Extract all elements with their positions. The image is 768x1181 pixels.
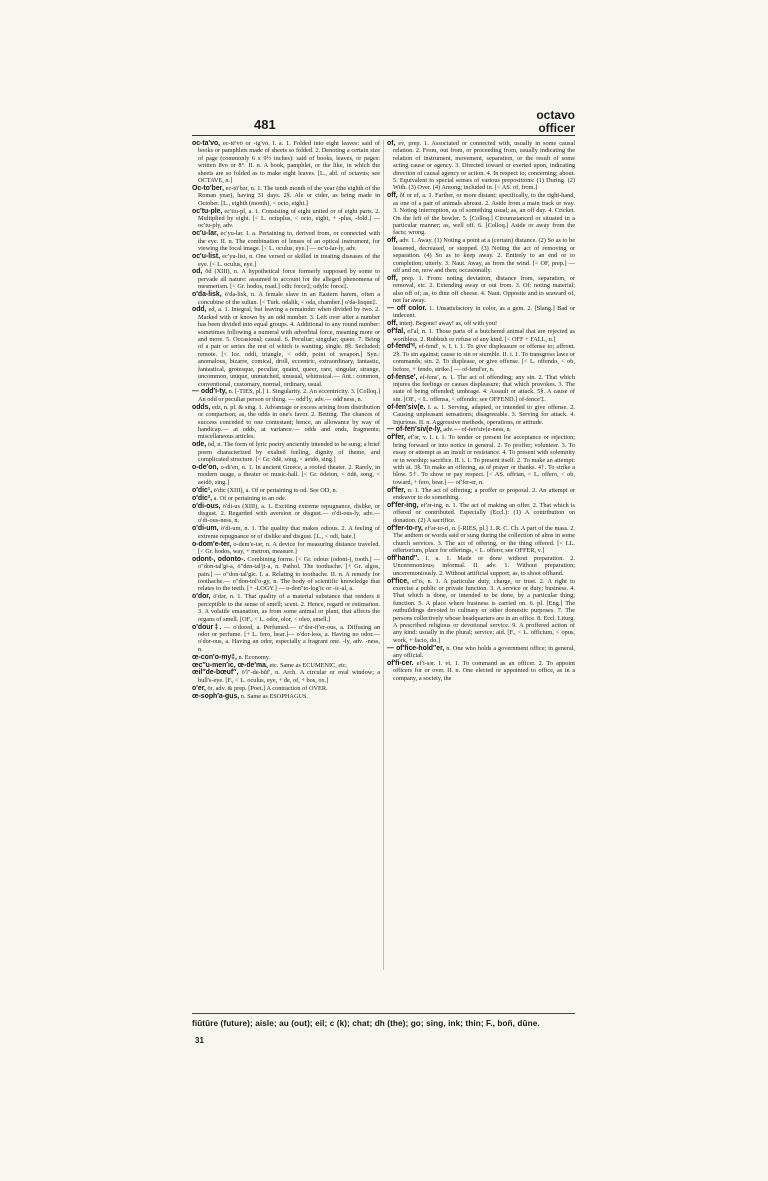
entry-definition: ec′yu-list, n. One versed or skilled in treating diseases of the eye. [< L. oculus, eye.] [198,253,380,268]
entry-headword: œ-soph′a-gus, [192,692,240,700]
entry-definition: adv.— of-fen′siv(e-ness, n. [443,426,512,434]
entry-headword: œ-con′o-my‡, [192,653,237,661]
entry-definition: a. Of or pertaining to an ode. [213,494,287,502]
entry-headword: o′dic¹, [192,486,213,494]
entry-definition: ō′dər, n. 1. That quality of a material substance that renders it perceptible to the sense of smell; scent. 2. Hence, regard or estimation. 3. A volatile emanation, as from some animal or plant, that affects the organs of smell. [OF., < L. odor, olor, < oleo, smell.] [198,593,380,623]
entry-definition: ec-tō′bər, n. 1. The tenth month of the year (the eighth of the Roman year), having 31 days. 2§. Ale or cider, as being made in October. [L., eighth (month), < octo, eight.] [198,184,380,207]
entry-definition: n. Economy. [238,653,271,661]
left-column [192,140,380,970]
guide-words [470,109,575,135]
entry-headword: — of′fice-hold″er, [387,644,445,652]
dictionary-entry [192,525,380,540]
entry-headword: œc″u-men′ic, œ-de′ma, [192,661,268,669]
entry-headword: — off color. [387,304,427,312]
entry-definition: adv. 1. Away. (1) Noting a point at a (certain) distance. (2) So as to be lessened, decreased, or stopped. (3) Noting the act of removing or separation. (4) So as to keep away. 2. Entirely to an end or to completion; utterly. 3. Naut. Away, as from the wind. [< OF, prep.] — off and on, now and then; occasionally. [393,237,575,274]
dictionary-entry [192,441,380,463]
dictionary-entry [387,328,575,343]
dictionary-entry [192,306,380,387]
entry-definition: ef′i-sər. I. vt. 1. To command as an officer. 2. To appoint officers for or over. II. n. One elected or appointed to office, as in a company, a society, the [393,660,575,682]
dictionary-entry [192,503,380,525]
entry-definition: ŏd (XIII), n. A hypothetical force formerly supposed by some to pervade all nature: assumed to account for the alleged phenomena of mesmerism. [< Gr. hodos, road.] odic force‡; odylic force‡. [198,268,380,291]
footer-rule [192,1013,575,1014]
entry-headword: Oc-to′ber, [192,184,224,192]
dictionary-entry [387,525,575,555]
entry-headword: o′dour‡. [192,623,222,631]
entry-headword: oc′u-lar, [192,230,219,238]
entry-definition: n. 1. The act of offering; a proffer or proposal. 2. An attempt or endeavor to do something. [393,486,575,502]
entry-headword: oc-ta′vo, [192,140,221,147]
entry-headword: oc′u-list, [192,253,221,261]
dictionary-columns [192,140,575,970]
dictionary-entry [192,556,380,593]
entry-definition: ō′di-um, n. 1. The quality that makes odious. 2. A feeling of extreme repugnance or of dislike and disgust. [L., < odi, hate.] [198,525,380,540]
entry-definition: ef′ər-to-ri, n. [-RIES, pl.] 1. R. C. Ch. A part of the mass. 2. The anthem or words said or sung during the collection of alms in some church services. 3. The act of offering, or the thing offered. [< LL. offertorium, place for offerings, < L. offero; see OFFER, v.] [393,524,575,554]
entry-definition: I. a. 1. Made or done without preparation. 2. Unceremonious; informal. II. adv. 1. Without preparation; unceremoniously. 2. Without artificial support; as, to shoot offhand. [393,554,575,577]
entry-definition: ö′l″-de-bŭf′, n. Arch. A circular or oval window; a bull's-eye. [F., < L. oculus, eye, + de, of, + bos, ox.] [198,669,380,684]
entry-headword: o′di-um, [192,525,219,533]
dictionary-entry [192,662,380,669]
entry-headword: off, [387,274,398,282]
dictionary-entry [192,693,380,700]
entry-definition: n. One who holds a government office; in general, any official. [393,644,575,660]
entry-headword: off, [387,192,398,200]
dictionary-entry [192,291,380,306]
entry-headword: o-dom′e-ter, [192,540,232,548]
column-divider [383,140,384,970]
pronunciation-key: fiūtūre (future); aisle; au (out); eil; c (k); chat; dh (the); go; sing, ink; thin; F., boñ, dūne. [192,1019,540,1028]
entry-definition: o-di′en, n. 1. In ancient Greece, a roofed theater. 2. Rarely, in modern usage, a theater or music-hall. [< Gr. ōdeion, < ōdē, song, < aeidō, sing.] [198,463,380,486]
dictionary-entry [387,275,575,305]
dictionary-entry [192,624,380,654]
entry-definition: edz, n. pl. & sing. 1. Advantage or excess arising from distribution or comparison; as, the odds in one's favor. 2. Betting. The chances of success conceded to one contestant; hence, an allowance by way of handicap.— at odds, at variance.— odds and ends, fragments; miscellaneous articles. [198,403,380,441]
entry-definition: o-dem′e-tər, n. A device for measuring distance traveled. [< Gr. hodos, way, + metron, measure.] [198,540,380,555]
entry-definition: n. Same as ESOPHAGUS. [240,692,309,700]
entry-definition: ef′ər-ing, n. 1. The act of making an offer. 2. That which is offered or contributed. Especially (Eccl.): (1) A contribution on donation. (2) A sacrifice. [393,502,575,524]
entry-definition: ō′di-us (XIII), a. 1. Exciting extreme repugnance, dislike, or disgust. 2. Regarded with aversion or disgust.— o′di-ous-ly, adv.— o′di-ous-ness, n. [198,502,380,525]
dictionary-entry [387,237,575,274]
entry-headword: o′da-lisk, [192,291,222,299]
dictionary-entry [387,555,575,577]
entry-headword: — of-fen′siv(e-ly, [387,426,442,434]
dictionary-entry [192,685,380,692]
dictionary-entry [387,434,575,486]
entry-headword: o′dic², [192,494,213,502]
entry-definition: ōr, adv. & prep. [Poet.] A contraction of OVER. [207,684,328,692]
entry-headword: o-de′on, [192,463,219,471]
entry-definition: n. [-TIES, pl.] 1. Singularity. 2. An eccentricity. 3. [Colloq.] An odd or peculiar person or thing. — odd′ly, adv.— odd′ness, n. [198,388,380,403]
entry-headword: of′fal, [387,328,406,336]
dictionary-entry [387,645,575,660]
entry-headword: ode, [192,441,207,449]
dictionary-entry [387,374,575,404]
entry-headword: oc′tu-ple, [192,207,223,215]
entry-definition: etc. Same as ECUMENIC, etc. [269,661,348,669]
entry-definition: ō′dic (XIII), a. Of or pertaining to od. See OD, n. [213,486,338,494]
entry-headword: o′dor, [192,593,211,601]
dictionary-entry [192,185,380,207]
entry-definition: ef′al, n. 1. Those parts of a butchered animal that are rejected as worthless. 2. Rubbish or refuse of any kind. [< OFF + FALL, n.] [393,328,575,343]
entry-definition: prep. 1. From: noting deviation, distance from, separation, or removal, etc. 2. Extending away or out from. 3. Of: noting material; also off of; as, to dine off cheese. 4. Naut. Opposite and to seaward of, not far away. [393,274,575,305]
right-column [387,140,575,970]
dictionary-entry [192,388,380,403]
guide-word-bottom: officer [538,121,575,135]
dictionary-entry [387,660,575,682]
dictionary-entry [192,230,380,252]
entry-headword: off, [387,237,398,245]
entry-definition: ef-fend′, v. I. t. 1. To give displeasure or offense to; affront. 2§. To sin against; cause to sin or stumble. II. i. 1. To transgress laws or commands; sin. 2. To displease, or give offense. [< L. offendo, < ob, before, + fendo, strike.] — of-fend′er, n. [393,343,575,373]
entry-headword: of′fer-ing, [387,502,419,509]
dictionary-entry [192,268,380,290]
entry-definition: ef-fens′, n. 1. The act of offending; any sin. 2. That which injures the feelings or causes displeasure; that which provokes. 3. The state of being offended; umbrage. 4. Assault or attack. 5§. A cause of sin. [OF., < L. offensa, < offendo; see OFFEND.] of-fence′‡. [393,373,575,403]
guide-word-top: octavo [536,108,575,122]
dictionary-entry [387,578,575,645]
entry-definition: ō′da-lisk, n. A female slave in an Eastern harem, often a concubine of the sultan. [< Turk. odalik, < oda, chamber.] o′da-lisque‡. [198,291,380,306]
dictionary-entry [192,541,380,556]
entry-definition: ŏf or ef, a. 1. Farther, or more distant; specifically, to the right-hand, as one of a pair of animals abreast. 2. Aside from a main track or way. 3. Noting interruption, as of something usual; as, an off day. 4. Cricket. On the left of the bowler. 5. [Colloq.] Circumstanced or situated in a particular manner; as, well off. 6. [Colloq.] Aside or away from the facts; wrong. [393,192,575,237]
dictionary-entry [387,343,575,373]
dictionary-entry [387,502,575,524]
dictionary-entry [192,404,380,441]
entry-headword: of, [387,140,396,147]
entry-headword: o′di-ous, [192,502,221,510]
dictionary-entry [387,320,575,327]
entry-headword: — odd′i-ty, [192,388,227,396]
entry-headword: odd, [192,306,207,314]
entry-headword: od, [192,268,203,276]
dictionary-entry [387,426,575,433]
entry-headword: of-fend′ᵈ, [387,343,417,351]
dictionary-entry [192,669,380,684]
dictionary-entry [192,464,380,486]
dictionary-entry [192,208,380,230]
entry-headword: of-fense′, [387,373,418,381]
entry-headword: of′fer, [387,434,406,442]
dictionary-entry [387,140,575,192]
dictionary-entry [192,495,380,502]
entry-headword: off, [387,320,398,328]
page-number: 481 [254,117,276,132]
entry-definition: ec′tiu-pl, a. 1. Consisting of eight united or of eight parts. 2. Multiplied by eight. [< L. octuplus, < octo, eight, + -plus, -fold.] — oc′tu-ply, adv. [198,207,380,230]
entry-headword: of′fice, [387,577,409,585]
signature-mark: 31 [195,1036,204,1045]
dictionary-entry [387,404,575,426]
entry-headword: o′er, [192,684,206,692]
entry-headword: off′hand″. [387,554,420,562]
entry-headword: odont-, odonto-. [192,555,246,563]
entry-definition: ev, prep. 1. Associated or connected with, usually in some causal relation. 2. From, out from, or proceeding from, usually indicating the relation of instrument, movement, separation, or the result of some acting cause or agency. 3. Directed toward or exerted upon, indicating direction of causal agency or action. 4. In respect to; concerning; about. 5. Equivalent to special senses of various prepositions: (1) During. (2) With. (3) Over. (4) Among; included in. [< AS. of, from.] [393,140,575,192]
entry-definition: — o′dored, a. Perfumed.— o″dor-if′er-ous, a. Diffusing an odor or perfume. [+ L. fero, bear.]— o′dor-less, a. Having no odor.— o′dor-ous, a. Having an odor, especially a fragrant one. -ly, adv. -ness, n. [198,623,380,653]
entry-headword: of′fer, [387,486,406,494]
entry-definition: 1. Unsatisfactory in color, as a gem. 2. [Slang.] Bad or indecent. [393,304,575,320]
dictionary-entry [387,305,575,320]
entry-headword: of′fer-to-ry, [387,524,423,532]
dictionary-entry [192,487,380,494]
dictionary-entry [192,253,380,268]
entry-definition: ōd, n. The form of lyric poetry anciently intended to be sung; a brief poem characterized by exalted feeling, dignity of theme, and complicated structure. [< Gr. ōdē, song, < aeidō, sing.] [198,441,380,464]
entry-headword: of-fen′siv(e. [387,403,426,411]
entry-definition: interj. Begone! away! as, off with you! [399,320,498,328]
dictionary-entry [192,140,380,184]
header-rule [192,135,575,136]
entry-definition: ef′ər, v. I. t. 1. To tender or present for acceptance or rejection; bring forward or into notice in general. 2. To proffer; volunteer. 3. To essay or attempt as an insult or resistance. 4. To present with solemnity or in worship; sacrifice. II. i. 1. To present itself. 2. To make an attempt: with at. 3§. To make an offering, as of prayer or thanks. 4†. To strike a blow. 5†. To show or pay respect. [< AS. offrian, < L. offero, < ob, toward, + fero, bear.] — of′fer-er, n. [393,434,575,486]
entry-definition: ed, a. 1. Integral, but leaving a remainder when divided by two. 2. Marked with or known by an odd number. 3. Left over after a number has been divided into equal groups. 4. Additional to any round number: sometimes following a numeral with adverbial force, meaning more or and more. 5. Occasional; casual. 6. Peculiar; singular; queer. 7. Being of a pair or series the rest of which is wanting; single. 8§. Secluded; remote. [< Ice. oddi, triangle, < oddr, point of weapon.] Syn.: anomalous, bizarre, comical, droll, eccentric, extraordinary, fantastic, fantastical, grotesque, peculiar, quaint, queer, rare, singular, strange, uncommon, unique, unmatched, unusual, whimsical.— Ant.: common, conventional, customary, normal, ordinary, usual. [198,306,380,388]
dictionary-entry [192,654,380,661]
entry-definition: I. a. 1. Serving, adapted, or intended to give offense. 2. Causing unpleasant sensations; disagreeable. 3. Serving for attack. 4. Injurious. II. n. Aggressive methods, operations, or attitude. [393,403,575,426]
entry-definition: ef′is, n. 1. A particular duty, charge, or trust. 2. A right to exercise a public or private function. 3. A service or duty; business. 4. That which is done, or intended to be done, by a particular thing; function. 5. A place where business is carried on. 6. pl. [Eng.] The outbuildings devoted to culinary or other domestic purposes. 7. The persons collectively whose headquarters are in an office. 8. Eccl. Liturg. A prescribed religious or devotional service. 9. A proffered action of any kind: usually in the plural; service; aid. [F., < L. officium, < opus, work, + facio, do.] [393,577,575,644]
dictionary-entry [387,192,575,236]
entry-definition: Combining forms. [< Gr. odous (odont-), tooth.] — o″don-tal′gi-a, ō″den-tal′ji-a, n. Pathol. The toothache. [+ Gr. algos, pain.] — o″don-tal′gic. I. a. Relating to toothache. II. n. A remedy for toothache.— o″don-tol′o-gy, n. The body of scientific knowledge that relates to the teeth. [+ -LOGY.] — o-don″to-log′ic or -ic-al, a. [198,555,380,593]
entry-headword: odds, [192,403,211,411]
entry-definition: ec′yu-lar. I. a. Pertaining to, derived from, or connected with the eye. II. n. The combination of lenses of an optical instrument, for viewing the focal image. [< L. oculus, eye.] — oc′u-lar-ly, adv. [198,230,380,253]
dictionary-entry [192,593,380,623]
entry-headword: of′fi-cer. [387,660,414,668]
entry-definition: ec-tē′vō or -tg′vō. I. a. 1. Folded into eight leaves: said of books or pamphlets made of sheets so folded. 2. Denoting a certain size of page (commonly 6 x 9½ inches): said of books, leaves, or pages: written 8vo or 8°. II. n. A book, pamphlet, or the like, in which the sheets are so folded as to make eight leaves. [L., abl. of octavus; see OCTAVE, n.] [198,140,380,185]
dictionary-entry [387,487,575,502]
entry-headword: œil″de-bœuf″, [192,669,239,677]
